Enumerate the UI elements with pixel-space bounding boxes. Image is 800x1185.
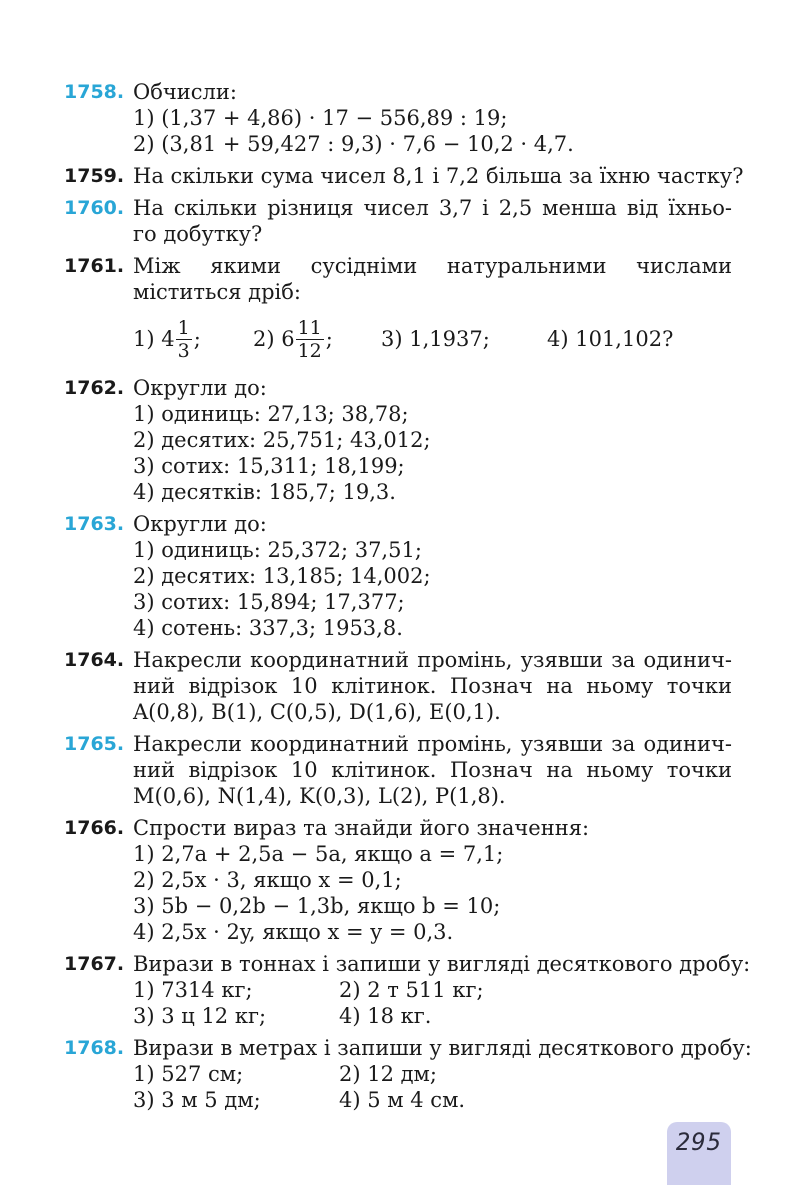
exercise-text-line: ний відрізок 10 клітинок. Познач на ньому точки <box>133 758 732 782</box>
exercise-number: 1761. <box>64 255 125 277</box>
list-item: 1) 7314 кг; <box>133 978 253 1002</box>
exercise-text-line: міститься дріб: <box>133 280 301 304</box>
list-item: 4) 2,5x · 2y, якщо x = y = 0,3. <box>133 920 454 944</box>
list-row <box>133 977 732 1003</box>
exercise-text-line: На скільки різниця чисел 3,7 і 2,5 менша від їхньо- <box>133 196 732 220</box>
numerator: 1 <box>177 316 190 339</box>
list-item: 2) десятих: 13,185; 14,002; <box>133 564 431 588</box>
list-item: 2) 12 дм; <box>339 1062 437 1086</box>
option-4: 4) 101,102? <box>547 327 674 351</box>
exercise-1761 <box>64 253 732 369</box>
exercise-text-line: Між якими сусідніми натуральними числами <box>133 254 732 278</box>
list-item: 1) одиниць: 25,372; 37,51; <box>133 538 422 562</box>
exercise-text-line: го добутку? <box>133 222 263 246</box>
exercise-1759 <box>64 163 744 189</box>
exercise-text-line: ний відрізок 10 клітинок. Познач на ньому точки <box>133 674 732 698</box>
list-item: 4) 5 м 4 см. <box>339 1088 466 1112</box>
textbook-page <box>64 79 752 1113</box>
fraction-options <box>133 309 732 369</box>
page-number-badge <box>667 1122 731 1185</box>
exercise-1763 <box>64 511 732 641</box>
list-row <box>133 1003 732 1029</box>
list-item: 4) 18 кг. <box>339 1004 432 1028</box>
denominator: 3 <box>177 339 190 362</box>
list-item: 3) сотих: 15,894; 17,377; <box>133 590 405 614</box>
denominator: 12 <box>297 339 322 362</box>
list-item: 2) (3,81 + 59,427 : 9,3) · 7,6 − 10,2 · 4,7. <box>133 132 574 156</box>
exercise-number: 1767. <box>64 953 125 975</box>
exercise-title: Спрости вираз та знайди його значення: <box>133 816 590 840</box>
exercise-number: 1762. <box>64 377 125 399</box>
exercise-number: 1763. <box>64 513 125 535</box>
fraction <box>176 317 192 362</box>
option-suffix: ; <box>325 327 333 351</box>
list-item: 2) десятих: 25,751; 43,012; <box>133 428 431 452</box>
exercise-1765 <box>64 731 732 809</box>
list-item: 1) 527 см; <box>133 1062 244 1086</box>
list-item: 3) 3 м 5 дм; <box>133 1088 261 1112</box>
numerator: 11 <box>297 316 322 339</box>
list-item: 1) 2,7a + 2,5a − 5a, якщо a = 7,1; <box>133 842 504 866</box>
list-item: 2) 2,5x · 3, якщо x = 0,1; <box>133 868 402 892</box>
option-3: 3) 1,1937; <box>381 327 490 351</box>
exercise-number: 1768. <box>64 1037 125 1059</box>
exercise-1762 <box>64 375 732 505</box>
option-1 <box>133 317 253 362</box>
exercise-title: Обчисли: <box>133 80 237 104</box>
page-number: 295 <box>675 1128 723 1156</box>
exercise-1760 <box>64 195 732 247</box>
exercise-1758 <box>64 79 732 157</box>
exercise-number: 1766. <box>64 817 125 839</box>
exercise-title: Вирази в метрах і запиши у вигляді десяткового дробу: <box>133 1036 752 1060</box>
option-2 <box>253 317 381 362</box>
fraction <box>296 317 324 362</box>
exercise-number: 1760. <box>64 197 125 219</box>
list-item: 1) (1,37 + 4,86) · 17 − 556,89 : 19; <box>133 106 508 130</box>
exercise-number: 1759. <box>64 165 125 187</box>
exercise-title: Округли до: <box>133 376 267 400</box>
exercise-title: Вирази в тоннах і запиши у вигляді десяткового дробу: <box>133 952 751 976</box>
list-item: 1) одиниць: 27,13; 38,78; <box>133 402 409 426</box>
exercise-text-line: M(0,6), N(1,4), K(0,3), L(2), P(1,8). <box>133 784 506 808</box>
exercise-text-line: A(0,8), B(1), C(0,5), D(1,6), E(0,1). <box>133 700 501 724</box>
exercise-number: 1764. <box>64 649 125 671</box>
exercise-text: На скільки сума чисел 8,1 і 7,2 більша за їхню частку? <box>133 164 744 188</box>
list-item: 3) 5b − 0,2b − 1,3b, якщо b = 10; <box>133 894 501 918</box>
list-item: 3) сотих: 15,311; 18,199; <box>133 454 405 478</box>
option-whole: 2) 6 <box>253 327 295 351</box>
exercise-1767 <box>64 951 751 1029</box>
exercise-title: Округли до: <box>133 512 267 536</box>
list-item: 4) десятків: 185,7; 19,3. <box>133 480 396 504</box>
exercise-1768 <box>64 1035 752 1113</box>
list-row <box>133 1061 732 1087</box>
option-suffix: ; <box>193 327 201 351</box>
option-whole: 1) 4 <box>133 327 175 351</box>
exercise-1764 <box>64 647 732 725</box>
exercise-1766 <box>64 815 732 945</box>
list-row <box>133 1087 732 1113</box>
exercise-text-line: Накресли координатний промінь, узявши за одинич- <box>133 648 732 672</box>
exercise-number: 1765. <box>64 733 125 755</box>
list-item: 4) сотень: 337,3; 1953,8. <box>133 616 403 640</box>
exercise-number: 1758. <box>64 81 125 103</box>
list-item: 2) 2 т 511 кг; <box>339 978 484 1002</box>
exercise-text-line: Накресли координатний промінь, узявши за одинич- <box>133 732 732 756</box>
list-item: 3) 3 ц 12 кг; <box>133 1004 267 1028</box>
